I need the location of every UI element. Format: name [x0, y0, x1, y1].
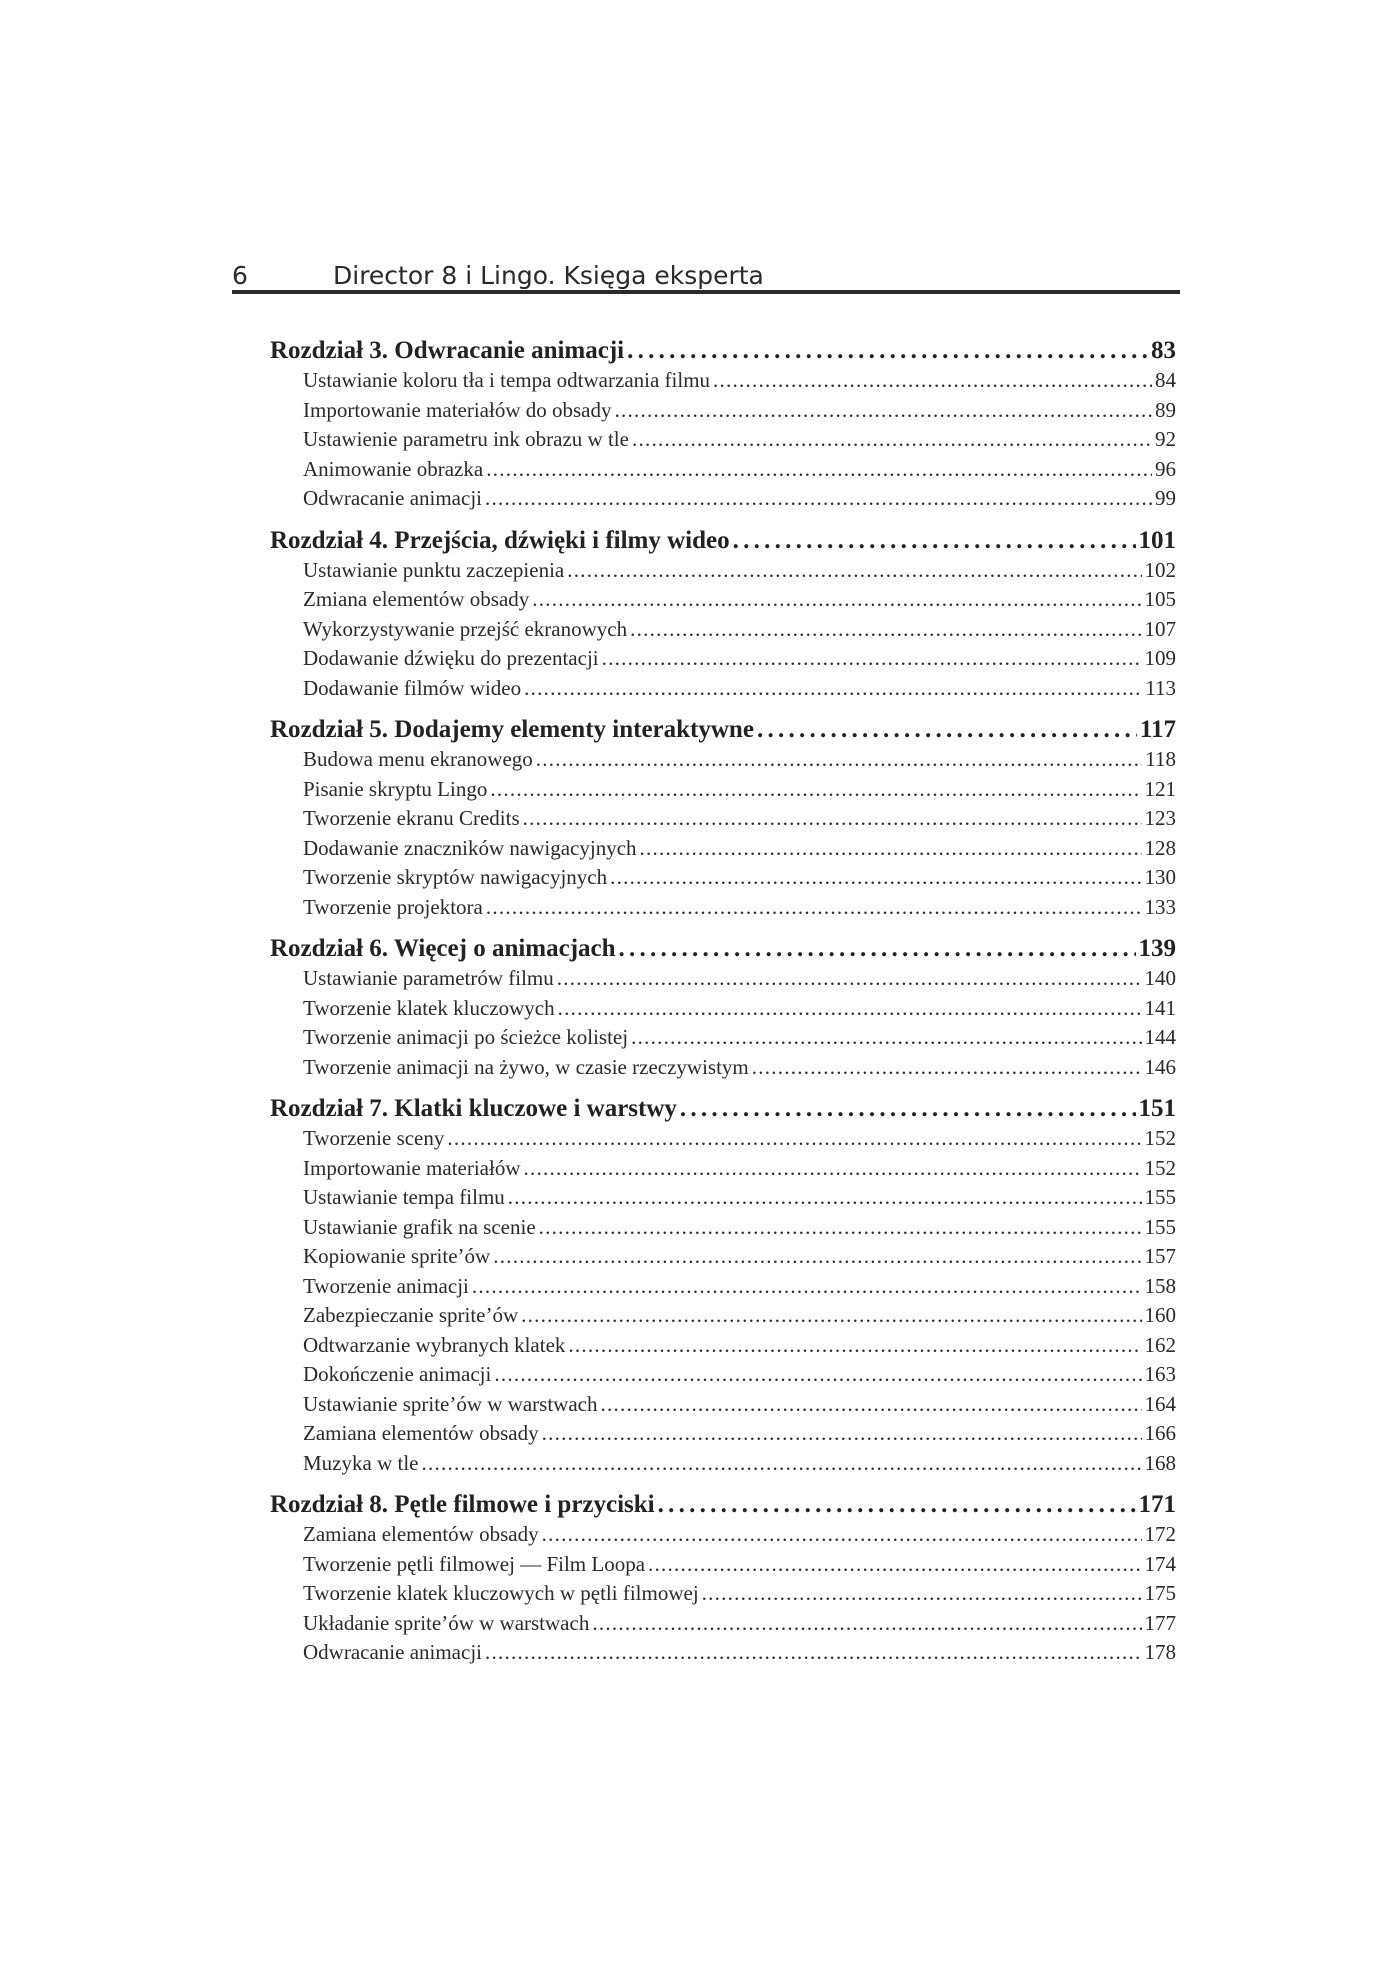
section-entry — [303, 1124, 1176, 1154]
section-title: Budowa menu ekranowego — [303, 747, 533, 771]
section-page-number: 163 — [1144, 1362, 1176, 1386]
section-title: Odwracanie animacji — [303, 1640, 482, 1664]
section-title: Zabezpieczanie sprite’ów — [303, 1303, 519, 1327]
chapter-page-number: 83 — [1151, 337, 1176, 364]
section-entry — [303, 863, 1176, 893]
section-page-number: 130 — [1144, 865, 1176, 889]
chapter-title: Rozdział 4. Przejścia, dźwięki i filmy wideo — [270, 526, 730, 554]
section-page-number: 105 — [1144, 587, 1176, 611]
section-entry — [303, 804, 1176, 834]
section-entry — [303, 1023, 1176, 1053]
section-title: Układanie sprite’ów w warstwach — [303, 1610, 590, 1635]
section-entry — [303, 1183, 1176, 1213]
section-entry — [303, 484, 1176, 514]
section-title: Odwracanie animacji — [303, 486, 482, 510]
dot-leader — [524, 1154, 1142, 1184]
dot-leader — [733, 526, 1136, 556]
dot-leader — [601, 1390, 1142, 1420]
chapter-entry — [270, 1094, 1176, 1124]
dot-leader — [713, 366, 1152, 396]
dot-leader — [648, 1550, 1141, 1580]
section-title: Tworzenie skryptów nawigacyjnych — [303, 865, 608, 889]
dot-leader — [630, 615, 1141, 645]
section-page-number: 158 — [1144, 1273, 1176, 1298]
section-entry — [303, 1550, 1176, 1580]
toc-chapter — [270, 526, 1176, 704]
section-page-number: 172 — [1144, 1522, 1176, 1546]
dot-leader — [485, 1638, 1142, 1668]
chapter-title: Rozdział 5. Dodajemy elementy interaktywne — [270, 716, 754, 743]
dot-leader — [521, 1301, 1141, 1331]
chapter-page-number: 139 — [1138, 935, 1176, 962]
section-page-number: 107 — [1144, 616, 1176, 641]
dot-leader — [490, 775, 1141, 805]
section-page-number: 92 — [1155, 427, 1176, 451]
section-title: Ustawianie sprite’ów w warstwach — [303, 1391, 598, 1416]
chapter-title: Rozdział 8. Pętle filmowe i przyciski — [270, 1491, 655, 1518]
section-page-number: 144 — [1144, 1025, 1176, 1049]
book-title: Director 8 i Lingo. Księga eksperta — [333, 261, 764, 290]
dot-leader — [615, 396, 1153, 426]
section-title: Animowanie obrazka — [303, 456, 484, 481]
chapter-page-number: 117 — [1139, 716, 1176, 743]
dot-leader — [539, 1213, 1142, 1243]
section-entry — [303, 455, 1176, 485]
section-title: Dodawanie filmów wideo — [303, 675, 522, 700]
dot-leader — [558, 994, 1142, 1024]
running-header — [232, 252, 1180, 290]
dot-leader — [494, 1360, 1141, 1390]
dot-leader — [421, 1449, 1141, 1479]
section-title: Tworzenie animacji po ścieżce kolistej — [303, 1025, 629, 1049]
section-title: Tworzenie ekranu Credits — [303, 806, 520, 830]
section-page-number: 102 — [1144, 557, 1176, 582]
section-entry — [303, 893, 1176, 923]
dot-leader — [631, 1023, 1141, 1053]
section-page-number: 121 — [1144, 776, 1176, 801]
dot-leader — [557, 964, 1142, 994]
dot-leader — [610, 863, 1141, 893]
section-entry — [303, 1213, 1176, 1243]
dot-leader — [524, 674, 1142, 704]
dot-leader — [619, 934, 1136, 964]
section-entry — [303, 644, 1176, 674]
section-page-number: 155 — [1144, 1214, 1176, 1239]
section-title: Tworzenie animacji — [303, 1273, 469, 1298]
section-title: Tworzenie klatek kluczowych w pętli filmowej — [303, 1581, 699, 1605]
section-entry — [303, 1331, 1176, 1361]
section-page-number: 155 — [1144, 1185, 1176, 1209]
section-entry — [303, 1609, 1176, 1639]
section-page-number: 128 — [1144, 835, 1176, 860]
section-page-number: 166 — [1144, 1421, 1176, 1445]
section-entry — [303, 615, 1176, 645]
section-entry — [303, 1579, 1176, 1609]
chapter-title: Rozdział 7. Klatki kluczowe i warstwy — [270, 1095, 677, 1122]
section-page-number: 141 — [1144, 995, 1176, 1020]
section-page-number: 113 — [1145, 675, 1176, 700]
section-page-number: 133 — [1144, 894, 1176, 919]
section-page-number: 84 — [1155, 368, 1176, 392]
section-page-number: 168 — [1144, 1450, 1176, 1475]
chapter-title: Rozdział 3. Odwracanie animacji — [270, 337, 625, 364]
chapter-page-number: 171 — [1138, 1491, 1176, 1518]
dot-leader — [472, 1272, 1142, 1302]
section-title: Pisanie skryptu Lingo — [303, 776, 488, 801]
section-title: Tworzenie sceny — [303, 1126, 445, 1150]
section-page-number: 89 — [1155, 397, 1176, 422]
section-page-number: 109 — [1144, 646, 1176, 670]
dot-leader — [493, 1242, 1141, 1272]
section-entry — [303, 1053, 1176, 1083]
dot-leader — [627, 336, 1148, 366]
section-entry — [303, 1449, 1176, 1479]
section-entry — [303, 1638, 1176, 1668]
section-title: Tworzenie pętli filmowej — Film Loopa — [303, 1551, 646, 1576]
toc-chapter — [270, 715, 1176, 922]
section-entry — [303, 1272, 1176, 1302]
dot-leader — [640, 834, 1142, 864]
section-title: Zamiana elementów obsady — [303, 1421, 539, 1445]
chapter-entry — [270, 934, 1176, 964]
section-entry — [303, 1520, 1176, 1550]
section-title: Zamiana elementów obsady — [303, 1522, 539, 1546]
section-entry — [303, 366, 1176, 396]
dot-leader — [508, 1183, 1142, 1213]
section-entry — [303, 674, 1176, 704]
section-title: Dodawanie dźwięku do prezentacji — [303, 646, 599, 670]
section-page-number: 175 — [1144, 1581, 1176, 1605]
section-entry — [303, 1390, 1176, 1420]
section-entry — [303, 425, 1176, 455]
section-entry — [303, 745, 1176, 775]
section-title: Ustawianie parametrów filmu — [303, 966, 554, 990]
dot-leader — [702, 1579, 1142, 1609]
section-page-number: 96 — [1155, 456, 1176, 481]
section-title: Odtwarzanie wybranych klatek — [303, 1332, 566, 1357]
section-page-number: 177 — [1144, 1610, 1176, 1635]
section-title: Muzyka w tle — [303, 1450, 419, 1475]
section-entry — [303, 775, 1176, 805]
dot-leader — [658, 1490, 1136, 1520]
dot-leader — [752, 1053, 1142, 1083]
dot-leader — [523, 804, 1142, 834]
chapter-page-number: 101 — [1138, 526, 1176, 554]
section-title: Tworzenie klatek kluczowych — [303, 995, 555, 1020]
section-title: Importowanie materiałów — [303, 1155, 521, 1180]
header-rule — [232, 290, 1180, 294]
chapter-title: Rozdział 6. Więcej o animacjach — [270, 935, 616, 962]
dot-leader — [447, 1124, 1141, 1154]
section-title: Dodawanie znaczników nawigacyjnych — [303, 835, 637, 860]
section-page-number: 162 — [1144, 1332, 1176, 1357]
dot-leader — [680, 1094, 1136, 1124]
toc-chapter — [270, 1490, 1176, 1668]
section-title: Ustawianie tempa filmu — [303, 1185, 505, 1209]
section-title: Tworzenie animacji na żywo, w czasie rzeczywistym — [303, 1054, 749, 1079]
dot-leader — [592, 1609, 1141, 1639]
toc-chapter — [270, 336, 1176, 514]
section-page-number: 118 — [1145, 747, 1176, 771]
chapter-page-number: 151 — [1138, 1095, 1176, 1122]
section-entry — [303, 964, 1176, 994]
section-page-number: 160 — [1144, 1303, 1176, 1327]
section-entry — [303, 1242, 1176, 1272]
section-title: Tworzenie projektora — [303, 894, 483, 919]
toc-chapter — [270, 934, 1176, 1082]
section-title: Zmiana elementów obsady — [303, 587, 530, 611]
section-title: Kopiowanie sprite’ów — [303, 1244, 491, 1268]
section-page-number: 152 — [1144, 1126, 1176, 1150]
section-title: Ustawianie punktu zaczepienia — [303, 557, 565, 582]
section-entry — [303, 1154, 1176, 1184]
section-entry — [303, 994, 1176, 1024]
table-of-contents — [270, 336, 1176, 1680]
section-page-number: 140 — [1144, 966, 1176, 990]
dot-leader — [486, 893, 1142, 923]
chapter-entry — [270, 526, 1176, 556]
dot-leader — [486, 455, 1152, 485]
section-title: Wykorzystywanie przejść ekranowych — [303, 616, 628, 641]
dot-leader — [532, 585, 1141, 615]
page-number: 6 — [232, 261, 248, 290]
section-page-number: 178 — [1144, 1640, 1176, 1664]
section-page-number: 157 — [1144, 1244, 1176, 1268]
section-page-number: 164 — [1144, 1391, 1176, 1416]
dot-leader — [567, 556, 1141, 586]
dot-leader — [542, 1419, 1142, 1449]
section-entry — [303, 585, 1176, 615]
dot-leader — [757, 715, 1137, 745]
section-entry — [303, 1301, 1176, 1331]
section-entry — [303, 396, 1176, 426]
section-title: Ustawianie koloru tła i tempa odtwarzania filmu — [303, 368, 711, 392]
dot-leader — [602, 644, 1142, 674]
toc-chapter — [270, 1094, 1176, 1478]
section-entry — [303, 834, 1176, 864]
section-page-number: 146 — [1144, 1054, 1176, 1079]
dot-leader — [485, 484, 1152, 514]
chapter-entry — [270, 1490, 1176, 1520]
section-entry — [303, 1419, 1176, 1449]
section-title: Ustawianie grafik na scenie — [303, 1214, 536, 1239]
chapter-entry — [270, 336, 1176, 366]
section-title: Dokończenie animacji — [303, 1362, 492, 1386]
section-page-number: 123 — [1144, 806, 1176, 830]
dot-leader — [568, 1331, 1141, 1361]
section-page-number: 152 — [1144, 1155, 1176, 1180]
dot-leader — [536, 745, 1142, 775]
dot-leader — [632, 425, 1152, 455]
section-title: Ustawienie parametru ink obrazu w tle — [303, 427, 629, 451]
section-entry — [303, 1360, 1176, 1390]
chapter-entry — [270, 715, 1176, 745]
section-title: Importowanie materiałów do obsady — [303, 397, 612, 422]
section-page-number: 174 — [1144, 1551, 1176, 1576]
section-page-number: 99 — [1155, 486, 1176, 510]
dot-leader — [542, 1520, 1142, 1550]
section-entry — [303, 556, 1176, 586]
